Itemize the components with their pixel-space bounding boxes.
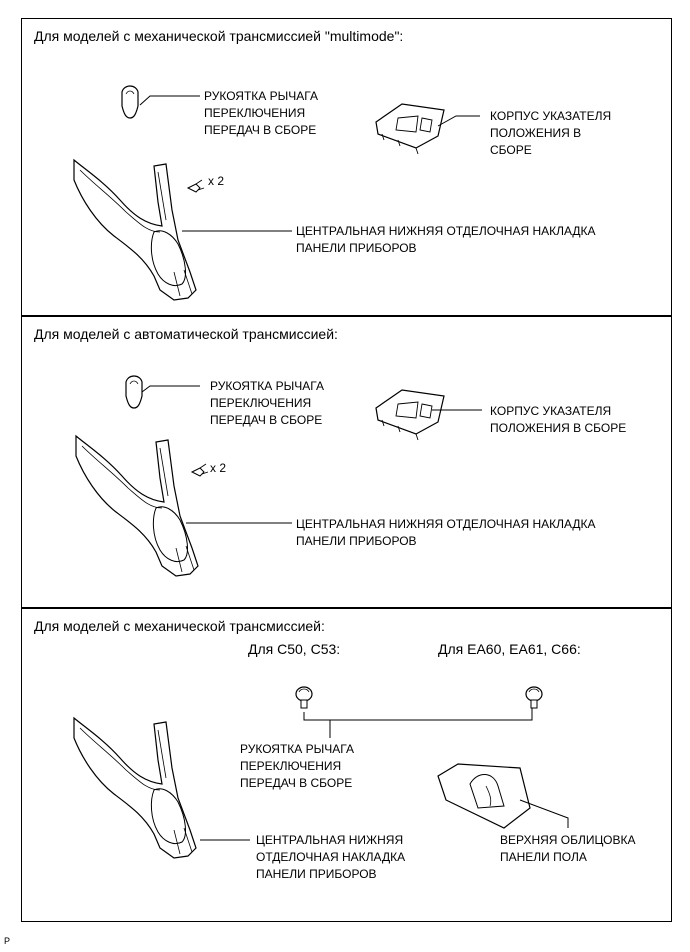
clip-quantity: x 2 [208, 174, 225, 188]
label-line: ПЕРЕДАЧ В СБОРЕ [240, 776, 353, 790]
section-title: Для моделей с автоматической трансмиссией: [34, 326, 338, 342]
label-line: РУКОЯТКА РЫЧАГА [204, 89, 318, 103]
indicator-housing-label [490, 403, 626, 437]
label-line: ПАНЕЛИ ПРИБОРОВ [296, 534, 417, 548]
label-line: ОТДЕЛОЧНАЯ НАКЛАДКА [256, 850, 406, 864]
variant-c50-label: Для C50, C53: [248, 641, 341, 657]
label-line: СБОРЕ [490, 143, 532, 157]
label-line: ЦЕНТРАЛЬНАЯ НИЖНЯЯ ОТДЕЛОЧНАЯ НАКЛАДКА [296, 517, 596, 531]
footer-code: P [4, 936, 11, 946]
center-trim-label [256, 832, 405, 883]
label-line: РУКОЯТКА РЫЧАГА [210, 379, 324, 393]
label-line: ПОЛОЖЕНИЯ В СБОРЕ [490, 421, 627, 435]
shift-knob-label [210, 378, 324, 429]
section-automatic [21, 316, 672, 608]
clip-quantity: x 2 [210, 461, 227, 475]
label-line: ПЕРЕКЛЮЧЕНИЯ [204, 106, 306, 120]
section-title: Для моделей с механической трансмиссией "multimode": [34, 28, 404, 44]
label-line: ПЕРЕДАЧ В СБОРЕ [204, 123, 317, 137]
label-line: ПАНЕЛИ ПРИБОРОВ [296, 241, 417, 255]
floor-panel-label [500, 832, 635, 866]
center-trim-label [296, 223, 596, 257]
label-line: ПЕРЕКЛЮЧЕНИЯ [210, 396, 312, 410]
section-title: Для моделей с механической трансмиссией: [34, 618, 325, 634]
label-line: ПАНЕЛИ ПОЛА [500, 850, 587, 864]
shift-knob-label [240, 741, 354, 792]
shift-knob-label [204, 88, 318, 139]
center-trim-label [296, 516, 596, 550]
label-line: ВЕРХНЯЯ ОБЛИЦОВКА [500, 833, 636, 847]
label-line: РУКОЯТКА РЫЧАГА [240, 742, 354, 756]
label-line: КОРПУС УКАЗАТЕЛЯ [490, 109, 612, 123]
label-line: ПОЛОЖЕНИЯ В [490, 126, 582, 140]
label-line: ЦЕНТРАЛЬНАЯ НИЖНЯЯ [256, 833, 404, 847]
label-line: ЦЕНТРАЛЬНАЯ НИЖНЯЯ ОТДЕЛОЧНАЯ НАКЛАДКА [296, 224, 596, 238]
label-line: ПАНЕЛИ ПРИБОРОВ [256, 867, 377, 881]
variant-ea60-label: Для EA60, EA61, C66: [438, 641, 581, 657]
label-line: ПЕРЕКЛЮЧЕНИЯ [240, 759, 342, 773]
label-line: ПЕРЕДАЧ В СБОРЕ [210, 413, 323, 427]
section-multimode [21, 18, 672, 316]
label-line: КОРПУС УКАЗАТЕЛЯ [490, 404, 612, 418]
indicator-housing-label [490, 108, 611, 159]
